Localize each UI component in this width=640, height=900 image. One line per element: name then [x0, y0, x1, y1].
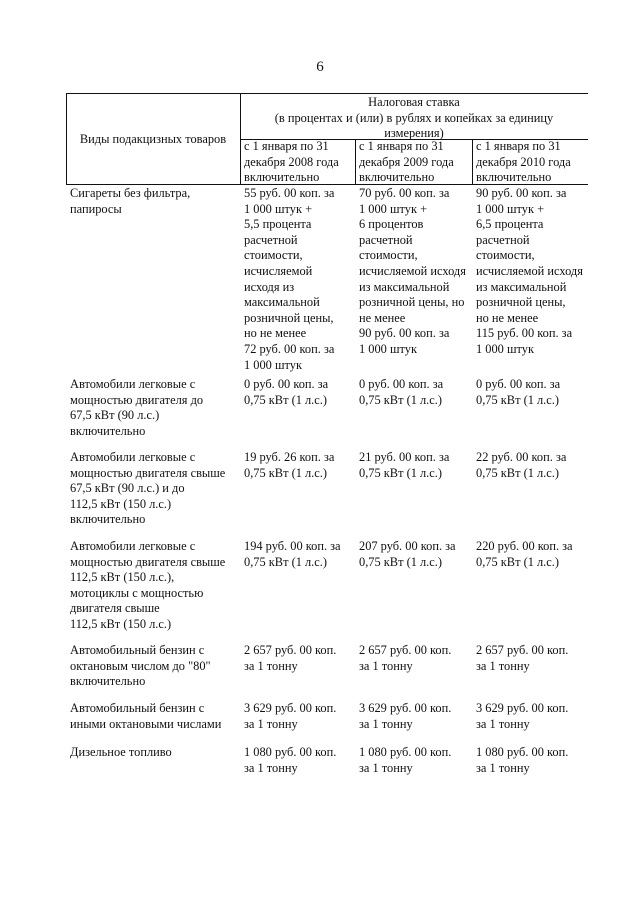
header-goods: Виды подакцизных товаров: [79, 132, 227, 146]
row-goods-cars-up-to-67: Автомобили легковые с мощностью двигателя до 67,5 кВт (90 л.с.) включительно: [70, 377, 204, 438]
row-rate-cars-up-to-67-2009: 0 руб. 00 коп. за 0,75 кВт (1 л.с.): [359, 377, 444, 407]
row-rate-diesel-2008: 1 080 руб. 00 коп. за 1 тонну: [244, 745, 337, 775]
period-divider-1: [355, 139, 356, 185]
row-goods-cigarettes: Сигареты без фильтра, папиросы: [70, 186, 191, 216]
header-period-2010: с 1 января по 31 декабря 2010 года включительно: [476, 139, 571, 185]
row-rate-cigarettes-2010: 90 руб. 00 коп. за 1 000 штук + 6,5 процента расчетной стоимости, исчисляемой исходя из максимальной розничной цены, но не менее 115 руб. 00 коп. за 1 000 штук: [476, 186, 583, 356]
row-rate-cars-67-112-2010: 22 руб. 00 коп. за 0,75 кВт (1 л.с.): [476, 450, 567, 480]
row-rate-gasoline-80-2010: 2 657 руб. 00 коп. за 1 тонну: [476, 643, 569, 673]
page-number: 6: [316, 59, 324, 75]
row-rate-cars-up-to-67-2010: 0 руб. 00 коп. за 0,75 кВт (1 л.с.): [476, 377, 561, 407]
row-goods-cars-67-112: Автомобили легковые с мощностью двигателя свыше 67,5 кВт (90 л.с.) и до 112,5 кВт (150 л.с.) включительно: [70, 450, 226, 527]
row-rate-cigarettes-2008: 55 руб. 00 коп. за 1 000 штук + 5,5 процента расчетной стоимости, исчисляемой исходя из максимальной розничной цены, но не менее 72 руб. 00 коп. за 1 000 штук: [244, 186, 335, 372]
table-top-border: [66, 93, 588, 94]
row-rate-cars-over-112-2008: 194 руб. 00 коп. за 0,75 кВт (1 л.с.): [244, 539, 341, 569]
header-period-2009: с 1 января по 31 декабря 2009 года включительно: [359, 139, 454, 185]
row-goods-cars-over-112: Автомобили легковые с мощностью двигателя свыше 112,5 кВт (150 л.с.), мотоциклы с мощностью двигателя свыше 112,5 кВт (150 л.с.): [70, 539, 226, 631]
row-rate-gasoline-80-2009: 2 657 руб. 00 коп. за 1 тонну: [359, 643, 452, 673]
row-rate-cars-over-112-2009: 207 руб. 00 коп. за 0,75 кВт (1 л.с.): [359, 539, 456, 569]
row-goods-gasoline-other: Автомобильный бензин с иными октановыми числами: [70, 701, 222, 731]
row-rate-cars-67-112-2009: 21 руб. 00 коп. за 0,75 кВт (1 л.с.): [359, 450, 450, 480]
row-rate-cars-67-112-2008: 19 руб. 26 коп. за 0,75 кВт (1 л.с.): [244, 450, 335, 480]
row-rate-cars-up-to-67-2008: 0 руб. 00 коп. за 0,75 кВт (1 л.с.): [244, 377, 329, 407]
row-goods-diesel: Дизельное топливо: [70, 745, 172, 759]
row-rate-gasoline-80-2008: 2 657 руб. 00 коп. за 1 тонну: [244, 643, 337, 673]
row-rate-gasoline-other-2008: 3 629 руб. 00 коп. за 1 тонну: [244, 701, 337, 731]
row-rate-cars-over-112-2010: 220 руб. 00 коп. за 0,75 кВт (1 л.с.): [476, 539, 573, 569]
row-rate-diesel-2010: 1 080 руб. 00 коп. за 1 тонну: [476, 745, 569, 775]
header-period-2008: с 1 января по 31 декабря 2008 года включительно: [244, 139, 339, 185]
row-goods-gasoline-80: Автомобильный бензин с октановым числом до "80" включительно: [70, 643, 211, 689]
row-rate-gasoline-other-2010: 3 629 руб. 00 коп. за 1 тонну: [476, 701, 569, 731]
row-rate-diesel-2009: 1 080 руб. 00 коп. за 1 тонну: [359, 745, 452, 775]
header-tax-rate: Налоговая ставка (в процентах и (или) в рублях и копейках за единицу измерения): [274, 95, 554, 141]
period-divider-2: [472, 139, 473, 185]
row-rate-cigarettes-2009: 70 руб. 00 коп. за 1 000 штук + 6 процентов расчетной стоимости, исчисляемой исходя из максимальной розничной цены, но не менее 90 руб. 00 коп. за 1 000 штук: [359, 186, 466, 356]
row-rate-gasoline-other-2009: 3 629 руб. 00 коп. за 1 тонну: [359, 701, 452, 731]
